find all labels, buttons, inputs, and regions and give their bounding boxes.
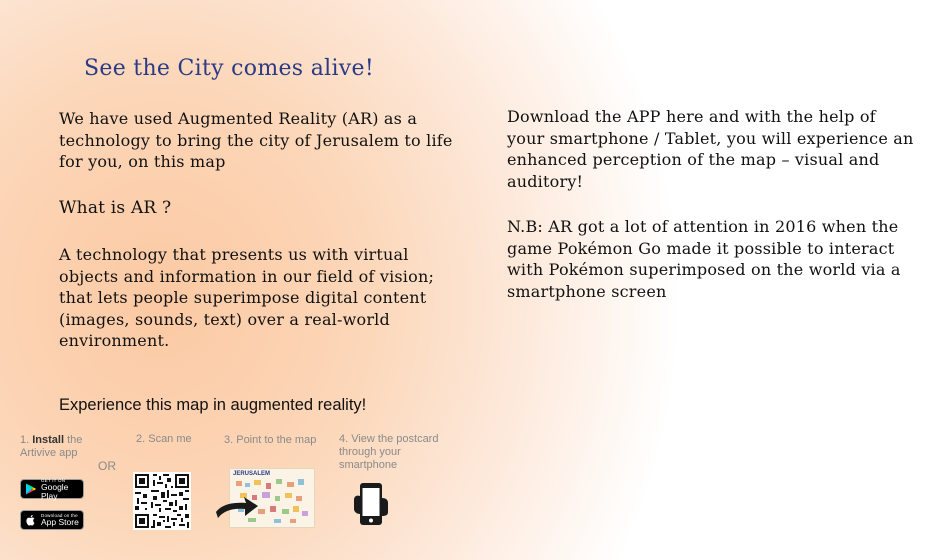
app-store-button[interactable] <box>20 510 84 530</box>
smartphone-icon <box>353 482 389 528</box>
google-play-button[interactable] <box>20 479 84 499</box>
or-label: OR <box>98 459 116 473</box>
note-paragraph: N.B: AR got a lot of attention in 2016 when the game Pokémon Go made it possible to interact with Pokémon superimposed on the world via a smartphone screen <box>507 217 901 301</box>
step-install <box>20 434 110 460</box>
app-store-big-text: App Store <box>41 517 79 527</box>
apple-icon <box>25 514 37 526</box>
step-point: 3. Point to the map <box>224 434 317 446</box>
download-paragraph: Download the APP here and with the help of your smartphone / Tablet, you will experience an enhanced perception of the map – visual and auditory! <box>507 107 914 191</box>
postcard-title: JERUSALEM <box>233 471 271 477</box>
step-install-rest: the Artivive app <box>20 434 83 459</box>
page-title: See the City comes alive! <box>84 56 374 81</box>
google-play-small-text: GET IT ON <box>41 477 66 483</box>
what-is-ar-heading: What is AR ? <box>59 198 172 218</box>
step-install-number: 1. <box>20 434 33 446</box>
pointing-arrow-icon <box>214 494 260 524</box>
qr-code[interactable] <box>133 472 191 530</box>
step-view: 4. View the postcard through your smartphone <box>339 433 439 471</box>
step-install-bold: Install <box>32 434 65 446</box>
step-scan: 2. Scan me <box>136 433 192 445</box>
intro-paragraph: We have used Augmented Reality (AR) as a technology to bring the city of Jerusalem to life for you, on this map <box>59 109 453 171</box>
ar-definition-paragraph: A technology that presents us with virtual objects and information in our field of vision; that lets people superimpose digital content (images, sounds, text) over a real-world environment. <box>59 245 435 350</box>
app-store-small-text: Download on the <box>41 513 78 518</box>
google-play-icon <box>25 483 37 495</box>
experience-heading: Experience this map in augmented reality! <box>59 396 367 414</box>
google-play-big-text: Google Play <box>41 481 69 501</box>
